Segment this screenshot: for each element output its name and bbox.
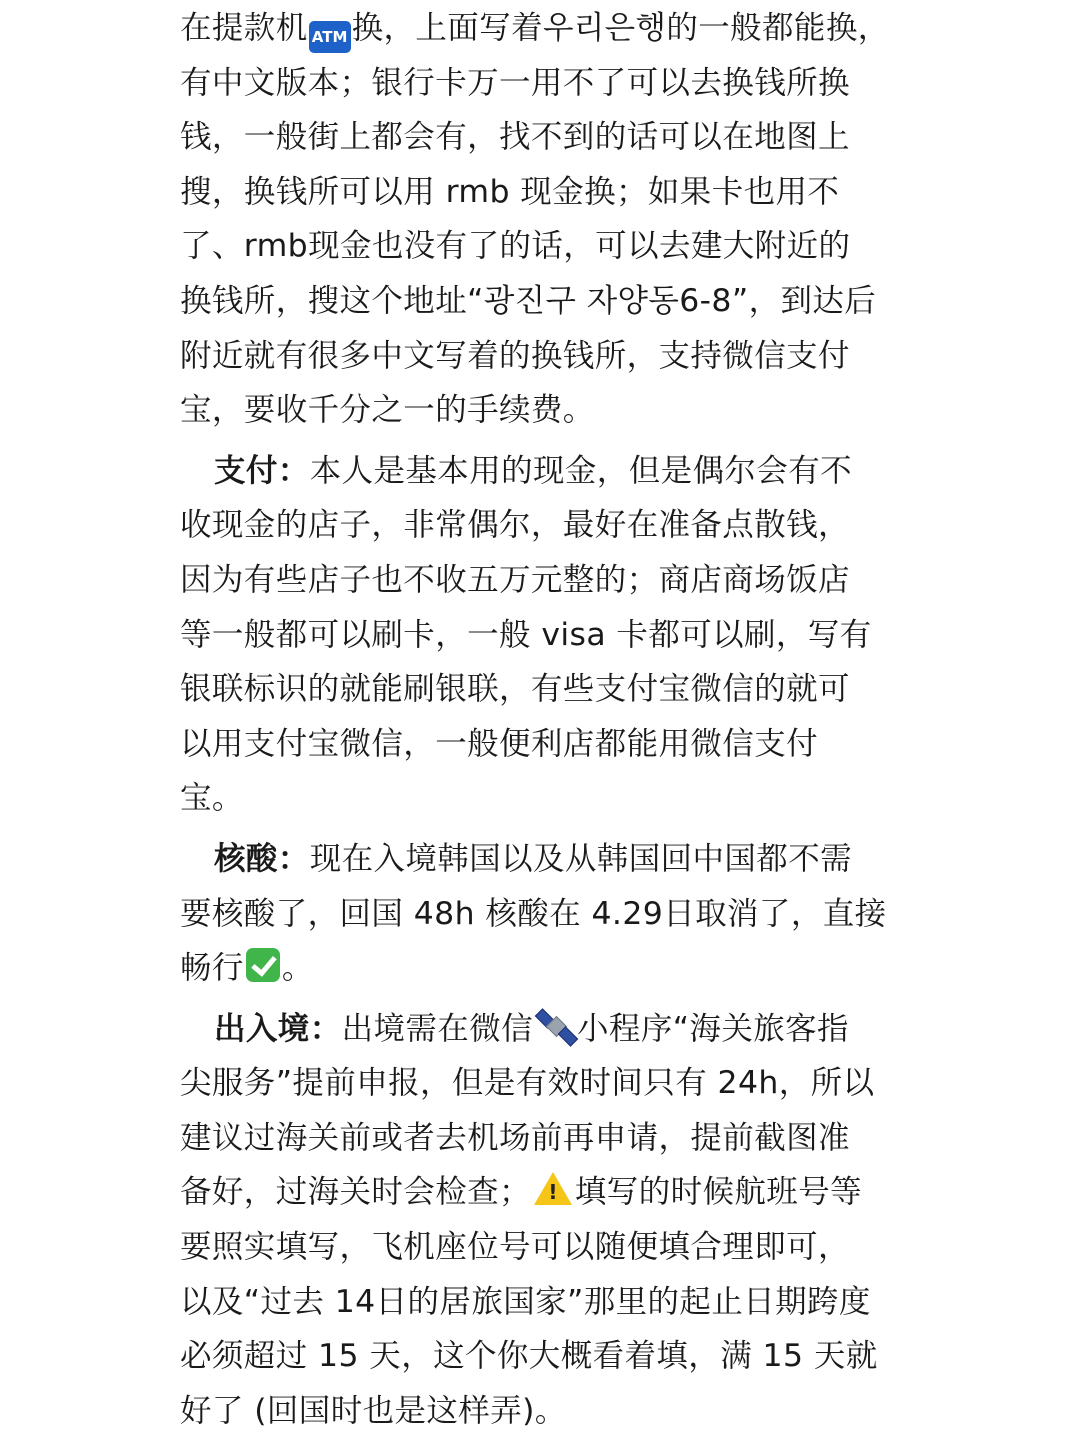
satellite-icon [535, 1009, 575, 1043]
text-line: 建议过海关前或者去机场前再申请，提前截图准 [180, 1119, 850, 1156]
text-line [180, 1, 908, 56]
text-span: 。 [281, 950, 314, 987]
text-line: 尖服务”提前申报，但是有效时间只有 24h，所以 [180, 1065, 875, 1102]
text-line: 要核酸了，回国 48h 核酸在 4.29日取消了，直接 [180, 895, 887, 932]
text-line: 以及“过去 14日的居旅国家”那里的起止日期跨度 [180, 1283, 871, 1320]
text-line: 有中文版本；银行卡万一用不了可以去换钱所换 [180, 64, 850, 101]
text-span: 现在入境韩国以及从韩国回中国都不需 [309, 840, 853, 877]
text-line [180, 1002, 908, 1057]
section-heading-test: 核酸： [214, 840, 310, 877]
article-body [180, 0, 908, 1438]
text-line: 搜，换钱所可以用 rmb 现金换；如果卡也用不 [180, 173, 840, 210]
exchange-paragraph [180, 1, 908, 438]
text-line [180, 1165, 908, 1220]
payment-paragraph [180, 444, 908, 826]
text-span: 在提款机 [180, 10, 308, 46]
text-line: 宝，要收千分之一的手续费。 [180, 392, 595, 429]
atm-sign-icon: ATM [309, 21, 351, 53]
section-heading-border: 出入境： [214, 1010, 342, 1047]
check-mark-button-icon [246, 948, 280, 982]
text-line: 宝。 [180, 780, 244, 817]
warning-icon: ! [534, 1172, 572, 1206]
text-line: 以用支付宝微信，一般便利店都能用微信支付 [180, 725, 819, 762]
text-line: 好了 (回国时也是这样弄)。 [180, 1392, 567, 1429]
text-span: 小程序“海关旅客指 [577, 1010, 849, 1047]
text-line: 换钱所，搜这个地址“광진구 자양동6-8”，到达后 [180, 282, 877, 319]
text-line: 钱，一般街上都会有，找不到的话可以在地图上 [180, 119, 850, 156]
border-paragraph [180, 1002, 908, 1439]
text-span: 填写的时候航班号等 [574, 1174, 863, 1211]
section-heading-payment: 支付： [214, 452, 310, 489]
text-line: 等一般都可以刷卡，一般 visa 卡都可以刷，写有 [180, 616, 872, 653]
text-line: 银联标识的就能刷银联，有些支付宝微信的就可 [180, 671, 850, 708]
text-span: 本人是基本用的现金，但是偶尔会有不 [309, 452, 853, 489]
text-line [180, 444, 908, 499]
text-span: 畅行 [180, 950, 244, 987]
text-span: 备好，过海关时会检查； [180, 1174, 531, 1211]
text-span: 换，上面写着우리은행的一般都能换， [351, 10, 890, 46]
text-line: 要照实填写，飞机座位号可以随便填合理即可， [180, 1229, 850, 1266]
text-span: 出境需在微信 [341, 1010, 534, 1047]
text-line: 了、rmb现金也没有了的话，可以去建大附近的 [180, 228, 851, 265]
text-line [180, 832, 908, 887]
text-line: 必须超过 15 天，这个你大概看着填，满 15 天就 [180, 1338, 878, 1375]
test-paragraph [180, 832, 908, 996]
text-line [180, 941, 908, 996]
text-line: 附近就有很多中文写着的换钱所，支持微信支付 [180, 337, 850, 374]
text-line: 因为有些店子也不收五万元整的；商店商场饭店 [180, 561, 850, 598]
text-line: 收现金的店子，非常偶尔，最好在准备点散钱， [180, 507, 850, 544]
